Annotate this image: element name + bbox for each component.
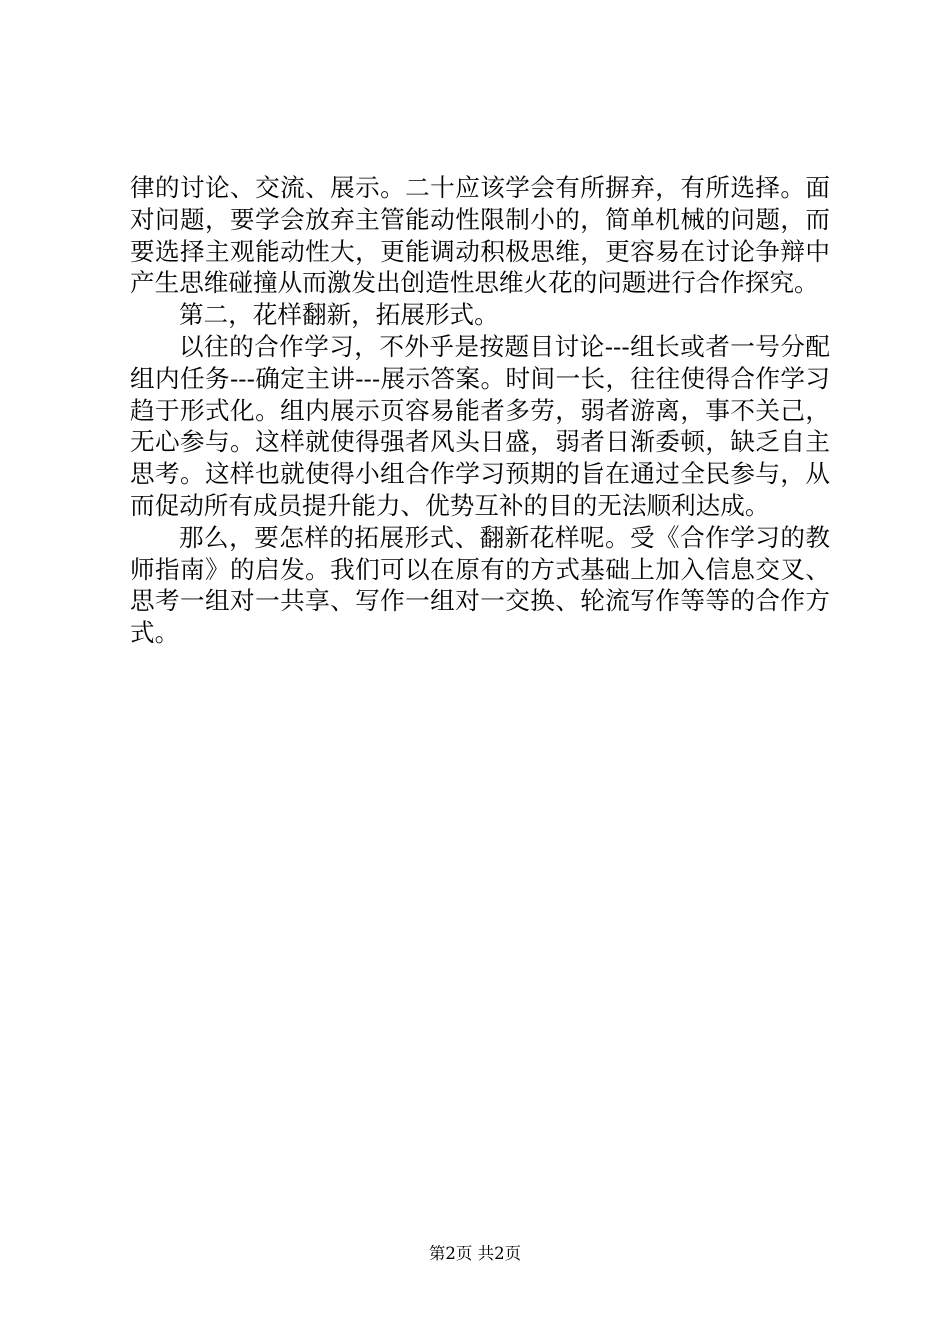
document-body bbox=[130, 172, 830, 649]
paragraph-continuation: 律的讨论、交流、展示。二十应该学会有所摒弃，有所选择。面对问题，要学会放弃主管能动性限制小的，简单机械的问题，而要选择主观能动性大，更能调动积极思维，更容易在讨论争辩中产生思维碰撞从而激发出创造性思维火花的问题进行合作探究。 bbox=[130, 173, 830, 298]
page-footer bbox=[0, 1244, 950, 1264]
page-number: 第2页 共2页 bbox=[428, 1244, 522, 1263]
paragraph-body: 那么，要怎样的拓展形式、翻新花样呢。受《合作学习的教师指南》的启发。我们可以在原有的方式基础上加入信息交叉、思考一组对一共享、写作一组对一交换、轮流写作等等的合作方式。 bbox=[130, 522, 830, 648]
paragraph-body: 以往的合作学习，不外乎是按题目讨论---组长或者一号分配组内任务---确定主讲---展示答案。时间一长，往往使得合作学习趋于形式化。组内展示页容易能者多劳，弱者游离，事不关己，无心参与。这样就使得强者风头日盛，弱者日渐委顿，缺乏自主思考。这样也就使得小组合作学习预期的旨在通过全民参与，从而促动所有成员提升能力、优势互补的目的无法顺利达成。 bbox=[130, 331, 830, 520]
paragraph-section-heading: 第二，花样翻新，拓展形式。 bbox=[179, 300, 499, 330]
